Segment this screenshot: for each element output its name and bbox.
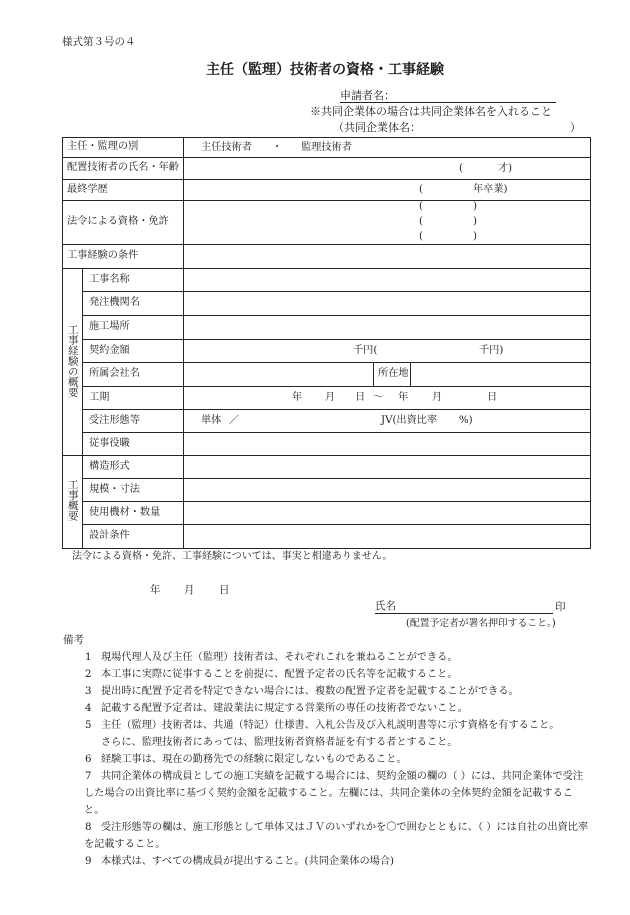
education-open-paren: ( bbox=[419, 183, 423, 195]
remark-number: 2 bbox=[85, 669, 92, 680]
client-label: 発注機関名 bbox=[83, 292, 184, 316]
license-3-open: ( bbox=[419, 231, 423, 242]
structure-label: 構造形式 bbox=[83, 456, 184, 479]
role-held-label: 従事役職 bbox=[83, 433, 184, 456]
table-row-role-held bbox=[63, 433, 591, 456]
remark-text: 主任（監理）技術者は、共通（特記）仕様書、入札公告及び入札説明書等に示す資格を有すること。 bbox=[101, 720, 560, 731]
experience-condition-value bbox=[184, 245, 591, 269]
table-row-structure bbox=[63, 456, 591, 479]
qualification-table bbox=[62, 137, 591, 549]
form-number: 様式第３号の４ bbox=[62, 36, 136, 48]
role-type-value bbox=[184, 138, 591, 158]
remark-text: を記載すること。 bbox=[84, 839, 166, 850]
order-slash: ／ bbox=[229, 414, 240, 426]
table-row-order-type bbox=[63, 410, 591, 433]
date-month: 月 bbox=[184, 584, 195, 596]
remark-item bbox=[0, 751, 630, 768]
remark-item bbox=[0, 717, 630, 734]
remarks-heading-line bbox=[0, 632, 630, 649]
client-value bbox=[184, 292, 591, 316]
period-end-year: 年 bbox=[398, 391, 409, 403]
address-label: 所在地 bbox=[374, 363, 411, 387]
period-value bbox=[184, 387, 591, 410]
remark-item bbox=[0, 649, 630, 666]
date-day: 日 bbox=[219, 584, 230, 596]
remark-text: 提出時に配置予定者を特定できない場合には、複数の配置予定者を記載することができる。 bbox=[101, 686, 519, 697]
equipment-value bbox=[184, 502, 591, 525]
table-row-period bbox=[63, 387, 591, 410]
design-value bbox=[184, 525, 591, 549]
table-row-scale bbox=[63, 479, 591, 502]
period-start-day: 日 bbox=[355, 391, 366, 403]
table-row-design bbox=[63, 525, 591, 549]
remark-number: 5 bbox=[85, 720, 92, 731]
remark-text: した場合の出資比率に基づく契約金額を記載すること。左欄には、共同企業体の全体契約金額を記載するこ bbox=[84, 788, 573, 799]
remark-text: 受注形態等の欄は、施工形態として単体又はＪＶのいずれかを〇で囲むとともに、（ ）には自社の出資比率 bbox=[101, 822, 589, 833]
remarks-section bbox=[0, 632, 630, 870]
jv-note: ※共同企業体の場合は共同企業体名を入れること bbox=[310, 104, 552, 118]
construction-summary-label: 工事概要 bbox=[66, 479, 79, 522]
order-single-option: 単体 bbox=[201, 414, 222, 426]
license-1-open: ( bbox=[419, 201, 423, 212]
order-type-value bbox=[184, 410, 591, 433]
remark-number: 7 bbox=[85, 771, 92, 782]
contract-share-unit: 千円) bbox=[479, 344, 504, 356]
applicant-name-line bbox=[340, 90, 556, 103]
remark-text: さらに、監理技術者にあっては、監理技術者資格者証を有する者とすること。 bbox=[101, 737, 458, 748]
table-row-equipment bbox=[63, 502, 591, 525]
licenses-value bbox=[184, 201, 591, 245]
period-start-year: 年 bbox=[292, 391, 303, 403]
seal-mark: 印 bbox=[555, 600, 566, 613]
experience-summary-label: 工事経験の概要 bbox=[66, 323, 79, 398]
education-label: 最終学歴 bbox=[63, 180, 184, 201]
remark-number: 4 bbox=[85, 703, 92, 714]
remark-text: 現場代理人及び主任（監理）技術者は、それぞれこれを兼ねることができる。 bbox=[101, 652, 458, 663]
order-jv-percent: %) bbox=[459, 414, 473, 426]
remark-number: 6 bbox=[85, 754, 92, 765]
remark-number: 1 bbox=[85, 652, 92, 663]
table-row-project-name bbox=[63, 269, 591, 292]
scale-label: 規模・寸法 bbox=[83, 479, 184, 502]
table-row-role bbox=[63, 138, 591, 158]
site-label: 施工場所 bbox=[83, 316, 184, 340]
license-1-close: ) bbox=[473, 201, 477, 212]
form-title: 主任（監理）技術者の資格・工事経験 bbox=[206, 62, 444, 78]
signature-name-label: 氏名 bbox=[375, 600, 396, 612]
experience-condition-label: 工事経験の条件 bbox=[63, 245, 184, 269]
declaration-text: 法令による資格・免許、工事経験については、事実と相違ありません。 bbox=[72, 551, 393, 562]
jv-name-close-paren: ） bbox=[570, 120, 581, 134]
remark-number: 9 bbox=[85, 856, 92, 867]
remark-item bbox=[0, 819, 630, 836]
table-row-contract bbox=[63, 340, 591, 363]
period-label: 工期 bbox=[83, 387, 184, 410]
remark-item bbox=[0, 683, 630, 700]
construction-summary-group bbox=[63, 456, 83, 549]
license-3-close: ) bbox=[473, 231, 477, 242]
remark-item bbox=[0, 700, 630, 717]
remark-item bbox=[0, 853, 630, 870]
jv-name-label: （共同企業体名： bbox=[333, 120, 421, 134]
scale-value bbox=[184, 479, 591, 502]
remark-item-continuation bbox=[0, 836, 630, 853]
role-separator: ・ bbox=[272, 141, 283, 153]
table-row-name-age bbox=[63, 158, 591, 180]
remark-text: 本様式は、すべての構成員が提出すること。(共同企業体の場合) bbox=[101, 856, 394, 867]
applicant-name-label: 申請者名： bbox=[340, 89, 395, 102]
remark-item bbox=[0, 666, 630, 683]
licenses-label: 法令による資格・免許 bbox=[63, 201, 184, 245]
role-held-value bbox=[184, 433, 591, 456]
role-type-label: 主任・監理の別 bbox=[63, 138, 184, 158]
name-age-label: 配置技術者の氏名・年齢 bbox=[63, 158, 184, 180]
name-age-value bbox=[184, 158, 591, 180]
signature-note: (配置予定者が署名押印すること。) bbox=[406, 618, 556, 629]
contract-total-unit: 千円( bbox=[353, 344, 378, 356]
chief-engineer-option: 主任技術者 bbox=[201, 141, 252, 153]
period-end-day: 日 bbox=[487, 391, 498, 403]
contract-amount-label: 契約金額 bbox=[83, 340, 184, 363]
signature-line bbox=[375, 601, 553, 614]
project-name-value bbox=[184, 269, 591, 292]
remark-number: 8 bbox=[85, 822, 92, 833]
experience-summary-group bbox=[63, 269, 83, 456]
table-row-experience-condition bbox=[63, 245, 591, 269]
period-tilde: ～ bbox=[373, 391, 384, 403]
remark-item-continuation bbox=[0, 802, 630, 819]
education-value bbox=[184, 180, 591, 201]
project-name-label: 工事名称 bbox=[83, 269, 184, 292]
contract-amount-value bbox=[184, 340, 591, 363]
company-label: 所属会社名 bbox=[83, 363, 184, 387]
remark-number: 3 bbox=[85, 686, 92, 697]
design-label: 設計条件 bbox=[83, 525, 184, 549]
graduation-suffix: 年卒業) bbox=[473, 183, 508, 195]
remark-text: 本工事に実際に従事することを前提に、配置予定者の氏名等を記載すること。 bbox=[101, 669, 458, 680]
remark-text: と。 bbox=[84, 805, 105, 816]
age-suffix: 才) bbox=[498, 162, 513, 174]
remark-text: 記載する配置予定者は、建設業法に規定する営業所の専任の技術者でないこと。 bbox=[101, 703, 468, 714]
equipment-label: 使用機材・数量 bbox=[83, 502, 184, 525]
supervising-engineer-option: 監理技術者 bbox=[301, 141, 352, 153]
license-2-close: ) bbox=[473, 216, 477, 227]
age-open-paren: ( bbox=[459, 162, 463, 174]
order-jv-option: JV(出資比率 bbox=[381, 414, 438, 426]
address-value bbox=[411, 363, 591, 387]
table-row-company bbox=[63, 363, 591, 387]
date-year: 年 bbox=[150, 584, 161, 596]
remark-text: 共同企業体の構成員としての施工実績を記載する場合には、契約金額の欄の（ ）には、共同企業体で受注 bbox=[101, 771, 584, 782]
remark-item-continuation bbox=[0, 785, 630, 802]
table-row-education bbox=[63, 180, 591, 201]
period-start-month: 月 bbox=[325, 391, 336, 403]
table-row-site bbox=[63, 316, 591, 340]
remark-item bbox=[0, 768, 630, 785]
license-2-open: ( bbox=[419, 216, 423, 227]
table-row-client bbox=[63, 292, 591, 316]
remark-item-continuation bbox=[0, 734, 630, 751]
period-end-month: 月 bbox=[432, 391, 443, 403]
company-value bbox=[184, 363, 374, 387]
remark-text: 経験工事は、現在の勤務先での経験に限定しないものであること。 bbox=[101, 754, 407, 765]
order-type-label: 受注形態等 bbox=[83, 410, 184, 433]
remarks-heading: 備考 bbox=[63, 634, 84, 646]
site-value bbox=[184, 316, 591, 340]
table-row-licenses bbox=[63, 201, 591, 245]
structure-value bbox=[184, 456, 591, 479]
